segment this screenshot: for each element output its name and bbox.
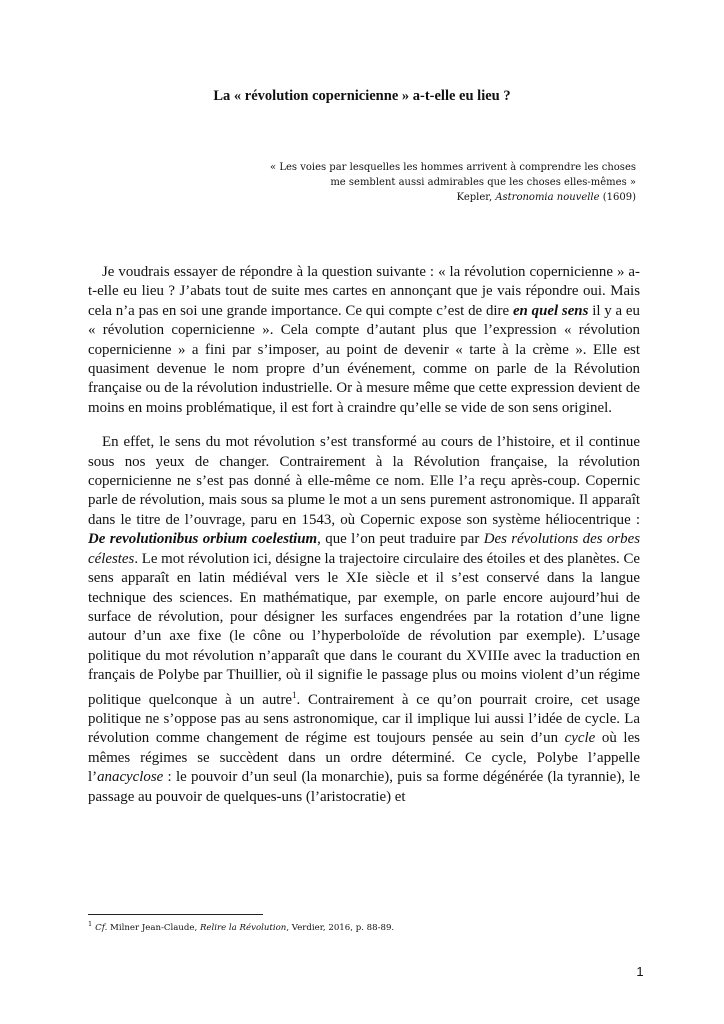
text-run: : le pouvoir d’un seul (la monarchie), puis sa forme dégénérée (la tyrannie), le passage au pouvoir de quelques-uns (l’aristocratie) et — [88, 769, 640, 805]
text-run: Je voudrais essayer de répondre à la question suivante : « la révolution copernicienne » a-t-elle eu lieu ? J’abats tout de suite mes cartes en annonçant que je vais répondre oui. Mais cela n’a pas en soi une grande importance. Ce qui compte c’est de dire — [88, 264, 640, 319]
emphasis-text: en quel sens — [512, 302, 589, 319]
french-title: Des révolutions des orbes célestes — [88, 531, 640, 567]
body-text — [88, 263, 640, 822]
italic-term: anacyclose — [97, 769, 164, 786]
text-run: . Contrairement à ce qu’on pourrait croire, cet usage politique ne s’oppose pas au sens astronomique, car il implique lui aussi l’idée de cycle. La révolution comme changement de régime est toujours pensée au sein d’un — [88, 691, 640, 747]
latin-title: De revolutionibus orbium coelestium — [88, 531, 318, 548]
epigraph-line: me semblent aussi admirables que les choses elles-mêmes » — [330, 177, 636, 188]
text-run: , que l’on peut traduire par — [317, 531, 484, 548]
epigraph-work: Astronomia nouvelle — [495, 192, 600, 203]
epigraph — [270, 160, 636, 205]
footnote — [88, 918, 640, 934]
text-run: En effet, le sens du mot révolution s’est transformé au cours de l’histoire, et il continue sous nos yeux de changer. Contrairement à la Révolution française, la révolution copernicienne ne s’est pas donné à elle-même ce nom. Elle l’a reçu après-coup. Copernic parle de révolution, mais sous sa plume le mot a un sens purement astronomique. Il apparaît dans le titre de l’ouvrage, paru en 1543, où Copernic expose son système héliocentrique : — [88, 434, 640, 528]
text-run: . Le mot révolution ici, désigne la trajectoire circulaire des étoiles et des planètes. Ce sens apparaît en latin médiéval vers le XIe siècle et il s’est conservé dans la langue technique des sciences. En mathématique, par exemple, on parle encore aujourd’hui de surface de révolution, pour désigner les surfaces engendrées par la rotation d’une ligne autour d’un axe fixe (le cône ou l’hyperboloïde de révolution par exemple). L’usage politique du mot révolution n’apparaît que dans le courant du XVIIIe avec la traduction en français de Polybe par Thuillier, où il signifie le passage plus ou moins violent d’un régime politique quelconque à un autre — [88, 550, 640, 708]
italic-term: cycle — [564, 730, 596, 747]
footnote-separator — [88, 914, 263, 915]
footnote-book-title: Relire la Révolution — [199, 922, 287, 933]
paragraph — [88, 263, 640, 418]
page-number: 1 — [636, 964, 644, 979]
footnote-number: 1 — [88, 920, 93, 928]
epigraph-year: (1609) — [599, 192, 636, 203]
footnote-text: , Verdier, 2016, p. 88-89. — [286, 922, 395, 933]
text-run: où les mêmes régimes se succèdent dans un ordre déterminé. Ce cycle, Polybe l’appelle l’ — [88, 730, 640, 786]
footnote-text: Milner Jean-Claude, — [107, 922, 200, 933]
document-title: La « révolution copernicienne » a-t-elle eu lieu ? — [213, 88, 511, 104]
paragraph — [88, 433, 640, 807]
footnote-cf: Cf. — [95, 922, 108, 933]
epigraph-line: « Les voies par lesquelles les hommes arrivent à comprendre les choses — [270, 162, 636, 173]
epigraph-author: Kepler, — [456, 192, 496, 203]
footnote-reference[interactable]: 1 — [292, 689, 297, 700]
epigraph-attribution — [270, 190, 636, 205]
text-run: il y a eu « révolution copernicienne ». Cela compte d’autant plus que l’expression « révolution copernicienne » a fini par s’imposer, au point de devenir « tarte à la crème ». Elle est quasiment devenue le nom propre d’un événement, comme on parle de la Révolution française ou de la révolution industrielle. Or à mesure même que cette expression devient de moins en moins problématique, il est fort à craindre qu’elle se vide de son sens originel. — [88, 302, 640, 416]
